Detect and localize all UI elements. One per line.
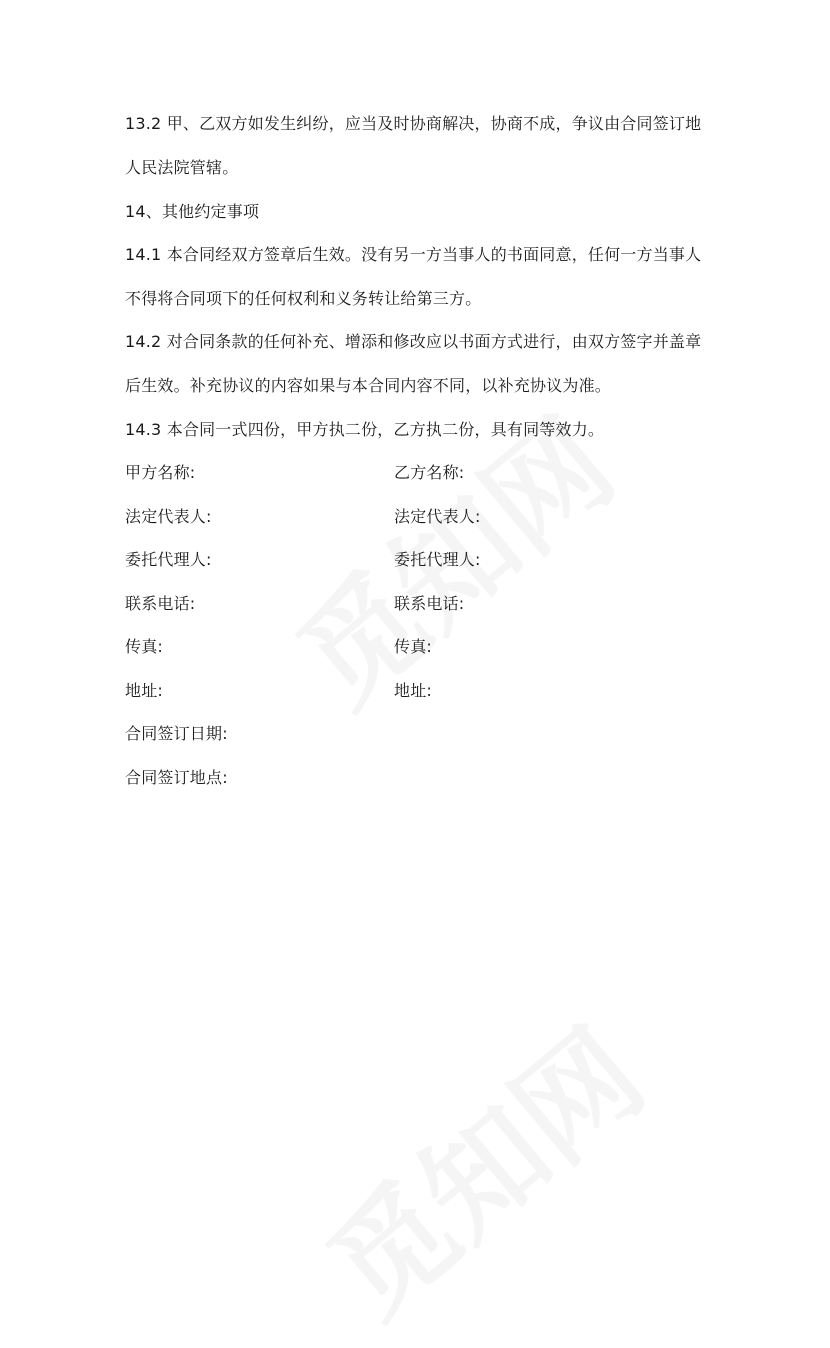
clause-14-2-line-1: 14.2 对合同条款的任何补充、增添和修改应以书面方式进行，由双方签字并盖章	[125, 332, 702, 351]
party-b-fax-label: 传真:	[394, 637, 432, 656]
party-b-address-label: 地址:	[394, 681, 432, 700]
party-b-name-label: 乙方名称:	[394, 463, 465, 482]
party-a-name-label: 甲方名称:	[125, 463, 196, 482]
clause-14-2-line-2: 后生效。补充协议的内容如果与本合同内容不同，以补充协议为准。	[125, 376, 612, 395]
party-a-legal-rep-label: 法定代表人:	[125, 507, 212, 526]
watermark	[287, 984, 673, 1347]
clause-14-1-line-2: 不得将合同项下的任何权利和义务转让给第三方。	[125, 289, 482, 308]
section-14-heading: 14、其他约定事项	[125, 202, 260, 221]
party-b-legal-rep-label: 法定代表人:	[394, 507, 481, 526]
party-a-phone-label: 联系电话:	[125, 594, 196, 613]
party-a-fax-label: 传真:	[125, 637, 163, 656]
clause-13-2-line-2: 人民法院管辖。	[125, 158, 239, 177]
party-b-phone-label: 联系电话:	[394, 594, 465, 613]
party-a-agent-label: 委托代理人:	[125, 550, 212, 569]
signing-place-label: 合同签订地点:	[125, 768, 228, 787]
clause-13-2-line-1: 13.2 甲、乙双方如发生纠纷，应当及时协商解决，协商不成，争议由合同签订地	[125, 114, 702, 133]
party-b-agent-label: 委托代理人:	[394, 550, 481, 569]
clause-14-1-line-1: 14.1 本合同经双方签章后生效。没有另一方当事人的书面同意，任何一方当事人	[125, 245, 702, 264]
party-a-address-label: 地址:	[125, 681, 163, 700]
clause-14-3: 14.3 本合同一式四份，甲方执二份，乙方执二份，具有同等效力。	[125, 420, 605, 439]
signing-date-label: 合同签订日期:	[125, 724, 228, 743]
